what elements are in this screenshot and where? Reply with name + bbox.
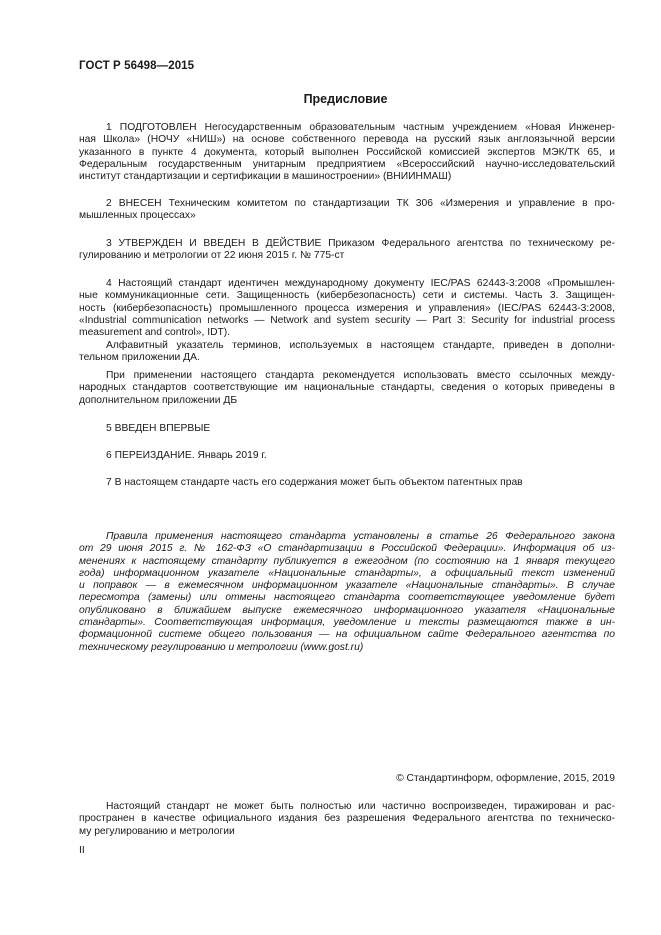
paragraph-line-text: «Industrial communication networks — Network and system security — Part 3: Security for industrial process — [79, 314, 615, 326]
paragraph — [79, 477, 615, 489]
paragraph-line — [79, 592, 615, 604]
paragraph-line — [79, 134, 615, 146]
paragraph-line — [79, 238, 615, 250]
paragraph — [79, 198, 615, 223]
paragraph-line-text: народных стандартов соответствующие им национальные стандарты, сведения о которых приведены в — [79, 382, 615, 394]
paragraph-line — [79, 543, 615, 555]
paragraph-line-text: 6 ПЕРЕИЗДАНИЕ. Январь 2019 г. — [106, 450, 267, 461]
paragraph-line-text: техническому регулированию и метрологии (www.gost.ru) — [79, 641, 364, 653]
paragraph-line — [79, 171, 615, 183]
paragraph-line — [79, 159, 615, 171]
paragraph-line-text: пространен в качестве официального издания без разрешения Федерального агентства по техническо- — [79, 813, 615, 825]
paragraph-line-text: тельном приложении ДА. — [79, 352, 200, 364]
paragraph-line-text: Алфавитный указатель терминов, используемых в настоящем стандарте, приведен в дополни- — [106, 340, 615, 351]
paragraph-line — [79, 290, 615, 302]
paragraph-line-text: Настоящий стандарт не может быть полностью или частично воспроизведен, тиражирован и рас- — [106, 801, 615, 812]
paragraph-line — [79, 340, 615, 352]
paragraph-line — [79, 813, 615, 825]
paragraph-line-text: ная Школа» (НОЧУ «НИШ») на основе собственного перевода на русский язык англоязычной версии — [79, 134, 615, 146]
paragraph-line — [79, 370, 615, 382]
paragraph-line-text: от 29 июня 2015 г. № 162-ФЗ «О стандартизации в Российской Федерации». Информация об из- — [79, 543, 615, 555]
paragraph-line — [79, 210, 615, 222]
paragraph-line-text: указанного в пункте 4 документа, который выполнен Российской комиссией экспертов МЭК/ТК 65, и — [79, 146, 615, 158]
paragraph-line — [79, 568, 615, 580]
paragraph-line-text: При применении настоящего стандарта рекомендуется использовать вместо ссылочных между- — [106, 370, 615, 381]
paragraph — [79, 278, 615, 339]
paragraph-line — [79, 826, 615, 838]
paragraph-line — [79, 423, 615, 435]
paragraph-line — [79, 477, 615, 489]
paragraph-line — [79, 629, 615, 641]
page-number: II — [79, 845, 85, 856]
paragraph-line-text: гулированию и метрологии от 22 июня 2015 г. № 775-ст — [79, 250, 345, 262]
paragraph-line-text: 2 ВНЕСЕН Техническим комитетом по стандартизации ТК 306 «Измерения и управление в про- — [106, 198, 615, 209]
paragraph-line-text: 1 ПОДГОТОВЛЕН Негосударственным образовательным частным учреждением «Новая Инженер- — [106, 122, 615, 133]
paragraph-line — [79, 617, 615, 629]
paragraph-line — [79, 122, 615, 134]
paragraph-line-text: measurement and control», IDT). — [79, 327, 231, 339]
document-id: ГОСТ Р 56498—2015 — [79, 60, 195, 72]
copyright-notice: © Стандартинформ, оформление, 2015, 2019 — [396, 773, 615, 784]
paragraph-line-text: дополнительном приложении ДБ — [79, 394, 238, 406]
paragraph-line-text: мышленных процессах» — [79, 210, 196, 222]
paragraph-line — [79, 352, 615, 364]
paragraph-line — [79, 580, 615, 592]
paragraph — [79, 423, 615, 435]
paragraph-line-text: года) информационном указателе «Национальные стандарты», а официальный текст изменений — [79, 567, 615, 579]
paragraph-line-text: формационной системе общего пользования — на официальном сайте Федерального агентства по — [79, 629, 615, 641]
paragraph-line-text: Федеральным государственным унитарным предприятием «Всероссийский научно-исследовательский — [79, 158, 615, 170]
paragraph-line — [79, 303, 615, 315]
paragraph — [79, 340, 615, 365]
paragraph-line — [79, 605, 615, 617]
paragraph-line-text: ные коммуникационные сети. Защищенность (кибербезопасность) сети и системы. Часть 3. Защищен- — [79, 290, 615, 302]
paragraph-line — [79, 315, 615, 327]
paragraph-line-text: пересмотра (замены) или отмены настоящего стандарта соответствующее уведомление будет — [79, 592, 615, 604]
paragraph-line-text: Правила применения настоящего стандарта установлены в статье 26 Федерального закона — [106, 531, 615, 542]
paragraph-line — [79, 198, 615, 210]
paragraph-line-text: стандарты». Соответствующая информация, уведомление и тексты размещаются также в ин- — [79, 617, 615, 629]
paragraph-line-text: институт стандартизации и сертификации в машиностроении» (ВНИИНМАШ) — [79, 171, 452, 183]
paragraph — [79, 531, 615, 654]
paragraph-line-text: 7 В настоящем стандарте часть его содержания может быть объектом патентных прав — [106, 477, 523, 488]
paragraph-line — [79, 801, 615, 813]
paragraph-line-text: 5 ВВЕДЕН ВПЕРВЫЕ — [106, 423, 211, 434]
page-title: Предисловие — [303, 92, 388, 106]
paragraph-line — [79, 382, 615, 394]
paragraph-line — [79, 147, 615, 159]
paragraph-line-text: 3 УТВЕРЖДЕН И ВВЕДЕН В ДЕЙСТВИЕ Приказом Федерального агентства по техническому ре- — [106, 238, 615, 249]
paragraph-line-text: 4 Настоящий стандарт идентичен международному документу IEC/PAS 62443-3:2008 «Промышлен- — [106, 278, 615, 289]
paragraph-line-text: и поправок — в ежемесячном информационном указателе «Национальные стандарты». В случае — [79, 580, 615, 592]
paragraph — [79, 801, 615, 838]
paragraph-line-text: менениях к настоящему стандарту публикуется в ежегодном (по состоянию на 1 января текущего — [79, 555, 615, 567]
paragraph-line — [79, 450, 615, 462]
paragraph — [79, 450, 615, 462]
paragraph-line — [79, 556, 615, 568]
paragraph — [79, 238, 615, 263]
paragraph-line — [79, 395, 615, 407]
paragraph-line — [79, 531, 615, 543]
paragraph-line — [79, 278, 615, 290]
paragraph — [79, 122, 615, 183]
paragraph — [79, 370, 615, 407]
paragraph-line — [79, 642, 615, 654]
paragraph-line — [79, 327, 615, 339]
paragraph-line — [79, 250, 615, 262]
paragraph-line-text: опубликовано в ближайшем выпуске ежемесячного информационного указателя «Национальные — [79, 604, 615, 616]
paragraph-line-text: ность (кибербезопасность) промышленного процесса измерения и управления» (IEC/PAS 62443-3:2008, — [79, 302, 615, 314]
paragraph-line-text: му регулированию и метрологии — [79, 825, 235, 837]
